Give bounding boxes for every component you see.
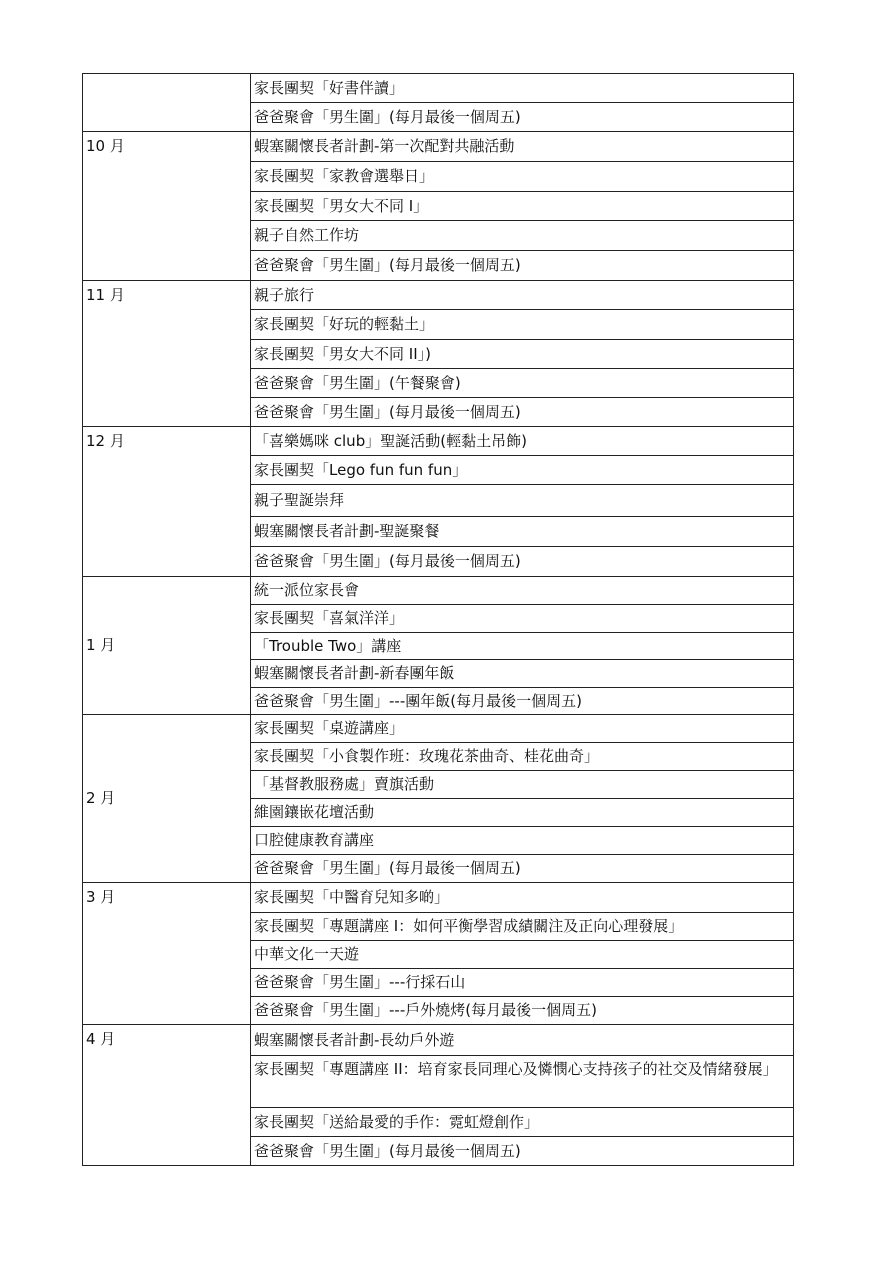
activity-cell: 爸爸聚會「男生圍」(每月最後一個周五) <box>251 855 794 883</box>
activity-cell: 爸爸聚會「男生圍」(每月最後一個周五) <box>251 251 794 281</box>
table-row <box>83 281 794 310</box>
activity-cell: 親子聖誕崇拜 <box>251 485 794 517</box>
activity-cell: 親子旅行 <box>251 281 794 310</box>
activity-cell: 家長團契「專題講座 II：培育家長同理心及憐憫心支持孩子的社交及情緒發展」 <box>251 1056 794 1108</box>
activity-cell: 家長團契「Lego fun fun fun」 <box>251 456 794 485</box>
activity-cell: 爸爸聚會「男生圍」---戶外燒烤(每月最後一個周五) <box>251 997 794 1025</box>
activity-cell: 家長團契「男女大不同 II」) <box>251 340 794 369</box>
month-cell: 12 月 <box>83 427 251 577</box>
table-row <box>83 883 794 913</box>
activity-cell: 爸爸聚會「男生圍」(每月最後一個周五) <box>251 1137 794 1166</box>
table-row <box>83 1025 794 1056</box>
activity-cell: 爸爸聚會「男生圍」---團年飯(每月最後一個周五) <box>251 688 794 715</box>
table-row <box>83 577 794 605</box>
month-cell <box>83 74 251 132</box>
table-row <box>83 74 794 103</box>
table-row <box>83 427 794 456</box>
activity-cell: 家長團契「好書伴讀」 <box>251 74 794 103</box>
activity-cell: 蝦塞關懷長者計劃-聖誕聚餐 <box>251 517 794 547</box>
activity-cell: 「Trouble Two」講座 <box>251 633 794 660</box>
activity-cell: 爸爸聚會「男生圍」(每月最後一個周五) <box>251 398 794 427</box>
activity-schedule-table <box>82 73 794 1166</box>
schedule-body <box>83 74 794 1166</box>
table-row <box>83 715 794 743</box>
activity-cell: 「喜樂媽咪 club」聖誕活動(輕黏土吊飾) <box>251 427 794 456</box>
month-cell: 10 月 <box>83 132 251 281</box>
month-cell: 11 月 <box>83 281 251 427</box>
activity-cell: 蝦塞關懷長者計劃-長幼戶外遊 <box>251 1025 794 1056</box>
month-cell: 3 月 <box>83 883 251 1025</box>
month-cell: 1 月 <box>83 577 251 715</box>
activity-cell: 「基督教服務處」賣旗活動 <box>251 771 794 799</box>
activity-cell: 爸爸聚會「男生圍」(每月最後一個周五) <box>251 547 794 577</box>
activity-cell: 統一派位家長會 <box>251 577 794 605</box>
activity-cell: 中華文化一天遊 <box>251 941 794 969</box>
activity-cell: 家長團契「專題講座 I：如何平衡學習成績關注及正向心理發展」 <box>251 913 794 941</box>
activity-cell: 家長團契「家教會選舉日」 <box>251 162 794 192</box>
activity-cell: 爸爸聚會「男生圍」(午餐聚會) <box>251 369 794 398</box>
activity-cell: 親子自然工作坊 <box>251 221 794 251</box>
month-cell: 4 月 <box>83 1025 251 1166</box>
activity-cell: 家長團契「桌遊講座」 <box>251 715 794 743</box>
activity-cell: 家長團契「小食製作班：玫瑰花茶曲奇、桂花曲奇」 <box>251 743 794 771</box>
activity-cell: 爸爸聚會「男生圍」(每月最後一個周五) <box>251 103 794 132</box>
activity-cell: 家長團契「好玩的輕黏土」 <box>251 310 794 340</box>
activity-cell: 家長團契「送給最愛的手作：霓虹燈創作」 <box>251 1108 794 1137</box>
activity-cell: 維園鑲嵌花壇活動 <box>251 799 794 827</box>
activity-cell: 口腔健康教育講座 <box>251 827 794 855</box>
activity-cell: 爸爸聚會「男生圍」---行採石山 <box>251 969 794 997</box>
table-row <box>83 132 794 162</box>
activity-cell: 家長團契「男女大不同 I」 <box>251 192 794 221</box>
month-cell: 2 月 <box>83 715 251 883</box>
activity-cell: 蝦塞關懷長者計劃-新春團年飯 <box>251 660 794 688</box>
activity-cell: 家長團契「中醫育兒知多啲」 <box>251 883 794 913</box>
activity-cell: 蝦塞關懷長者計劃-第一次配對共融活動 <box>251 132 794 162</box>
activity-cell: 家長團契「喜氣洋洋」 <box>251 605 794 633</box>
